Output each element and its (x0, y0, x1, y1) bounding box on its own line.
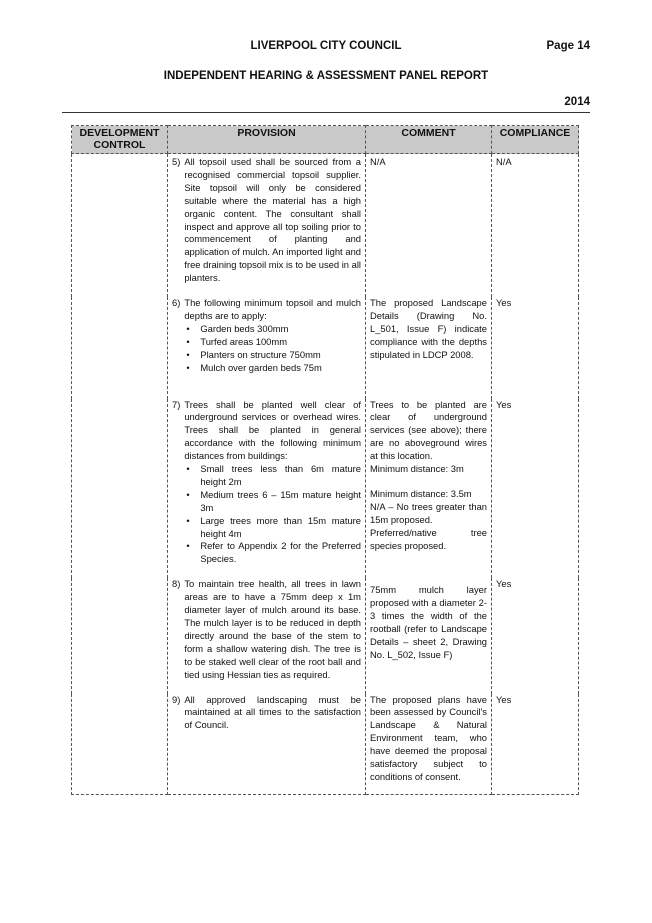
provision-number: 9) (172, 693, 181, 705)
bullet-item: • Garden beds 300mm (184, 323, 361, 336)
comment-text: N/A (370, 156, 386, 167)
col-header-comment: COMMENT (366, 126, 492, 154)
comment-text (370, 399, 487, 553)
bullet-item: • Turfed areas 100mm (184, 336, 361, 349)
development-control-cell (72, 297, 168, 398)
comment-text: The proposed Landscape Details (Drawing No. L_501, Issue F) indicate compliance with the depths stipulated in LDCP 2008. (370, 297, 487, 360)
provision-bullet-list (184, 323, 361, 375)
compliance-cell (492, 694, 579, 795)
comment-text: The proposed plans have been assessed by Council's Landscape & Natural Environment team, who have deemed the proposal satisfactory subject to conditions of consent. (370, 693, 487, 782)
bullet-item: • Mulch over garden beds 75m (184, 362, 361, 375)
col-header-development-control: DEVELOPMENT CONTROL (72, 126, 168, 154)
council-name: LIVERPOOL CITY COUNCIL (250, 40, 402, 52)
bullet-item: • Refer to Appendix 2 for the Preferred Species. (184, 540, 361, 566)
table-row (72, 297, 579, 398)
provision-number: 6) (172, 297, 181, 309)
table-header-row (72, 126, 579, 154)
bullet-item: • Planters on structure 750mm (184, 349, 361, 362)
comment-line: N/A – No trees greater than 15m proposed. (370, 500, 487, 525)
bullet-item: • Medium trees 6 – 15m mature height 3m (184, 489, 361, 515)
comment-line: Minimum distance: 3m (370, 463, 464, 475)
comment-line: Preferred/native tree species proposed. (370, 526, 487, 551)
assessment-table (71, 125, 579, 795)
provision-text: All approved landscaping must be maintained at all times to the satisfaction of Council. (184, 693, 361, 731)
report-title: INDEPENDENT HEARING & ASSESSMENT PANEL REPORT (163, 70, 489, 82)
provision-text: All topsoil used shall be sourced from a recognised commercial topsoil supplier. Site topsoil will only be considered suitable where the material has a high organic content. The consultant shall inspect and approve all top soiling prior to commencement of planting and application of mulch. An imported light and free draining topsoil mix is to be used in all planters. (184, 156, 361, 284)
provision-number: 7) (172, 398, 181, 410)
development-control-cell (72, 399, 168, 579)
col-header-compliance: COMPLIANCE (492, 126, 579, 154)
comment-line: Trees to be planted are clear of underground services (see above); there are no aboveground wires at this location. (370, 398, 487, 462)
compliance-value: Yes (496, 297, 512, 309)
compliance-value: Yes (496, 693, 512, 705)
bullet-item: • Small trees less than 6m mature height 2m (184, 463, 361, 489)
development-control-cell (72, 154, 168, 298)
provision-text: The following minimum topsoil and mulch depths are to apply: (184, 297, 361, 321)
bullet-item: • Large trees more than 15m mature height 4m (184, 515, 361, 541)
compliance-value: N/A (496, 156, 512, 167)
comment-line: Minimum distance: 3.5m (370, 487, 472, 499)
page-number: Page 14 (546, 40, 590, 52)
provision-cell (168, 297, 366, 398)
table-row (72, 399, 579, 579)
comment-cell (366, 399, 492, 579)
provision-cell (168, 578, 366, 693)
comment-spacer (370, 476, 487, 488)
table-row (72, 694, 579, 795)
report-year: 2014 (564, 96, 590, 108)
provision-bullet-list (184, 463, 361, 566)
comment-text: 75mm mulch layer proposed with a diameter 2-3 times the width of the rootball (refer to Landscape Details – sheet 2, Drawing No. L_502, Issue F) (370, 584, 487, 660)
provision-cell (168, 154, 366, 298)
table-row (72, 154, 579, 298)
compliance-value: Yes (496, 578, 512, 590)
compliance-cell (492, 399, 579, 579)
provision-cell (168, 694, 366, 795)
compliance-cell (492, 297, 579, 398)
provision-number: 5) (172, 156, 181, 167)
compliance-cell (492, 578, 579, 693)
table-row (72, 578, 579, 693)
comment-cell (366, 694, 492, 795)
provision-text: Trees shall be planted well clear of underground services or overhead wires. Trees shall be planted in general accordance with the following minimum distances from buildings: (184, 398, 361, 462)
provision-cell (168, 399, 366, 579)
comment-cell (366, 154, 492, 298)
col-header-provision: PROVISION (168, 126, 366, 154)
header-rule (62, 112, 590, 113)
compliance-cell (492, 154, 579, 298)
provision-number: 8) (172, 578, 181, 590)
comment-cell (366, 297, 492, 398)
development-control-cell (72, 694, 168, 795)
comment-cell (366, 578, 492, 693)
provision-text: To maintain tree health, all trees in lawn areas are to have a 75mm deep x 1m diameter layer of mulch around its base. The mulch layer is to be reduced in depth directly around the base of the stem to form a shallow watering dish. The tree is to be staked well clear of the root ball and tied using Hessian ties as required. (184, 578, 361, 680)
development-control-cell (72, 578, 168, 693)
compliance-value: Yes (496, 398, 512, 410)
